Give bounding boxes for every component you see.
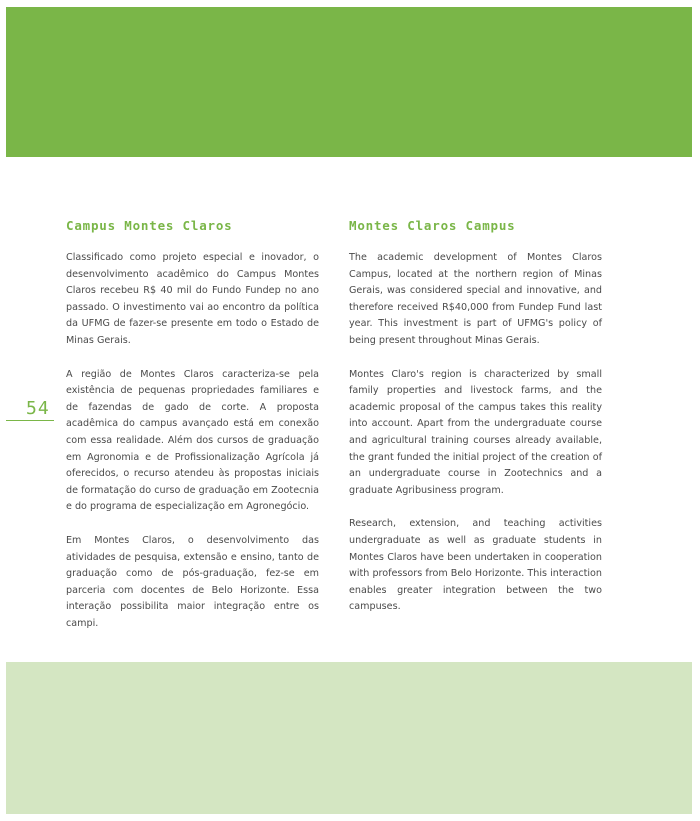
header-color-band (6, 7, 692, 157)
page-number-rule (6, 420, 54, 421)
footer-color-band (6, 662, 692, 814)
portuguese-paragraph-1: Classificado como projeto especial e inovador, o desenvolvimento acadêmico do Campus Montes Claros recebeu R$ 40 mil do Fundo Fundep no ano passado. O investimento vai ao encontro da política da UFMG de fazer-se presente em todo o Estado de Minas Gerais. (66, 252, 319, 346)
portuguese-column (66, 218, 319, 649)
portuguese-paragraph-3: Em Montes Claros, o desenvolvimento das atividades de pesquisa, extensão e ensino, tanto de graduação como de pós-graduação, fez-se em parceria com docentes de Belo Horizonte. Essa interação possibilita maior integração entre os campi. (66, 534, 319, 629)
portuguese-heading: Campus Montes Claros (66, 218, 233, 233)
page-number: 54 (26, 398, 50, 419)
english-heading: Montes Claros Campus (349, 218, 516, 233)
portuguese-paragraph-2: A região de Montes Claros caracteriza-se pela existência de pequenas propriedades familiares e de fazendas de gado de corte. A proposta acadêmica do campus avançado está em conexão com essa realidade. Além dos cursos de graduação em Agronomia e de Profissionalização Agrícola já oferecidos, o recurso atendeu às propostas iniciais de formatação do curso de graduação em Zootecnia e do programa de especialização em Agronegócio. (66, 368, 319, 513)
english-paragraph-1: The academic development of Montes Claros Campus, located at the northern region of Minas Gerais, was considered special and innovative, and therefore received R$40,000 from Fundep Fund last year. This investment is part of UFMG's policy of being present throughout Minas Gerais. (349, 252, 602, 346)
english-body (349, 250, 602, 616)
portuguese-body (66, 250, 319, 632)
english-column (349, 218, 602, 633)
english-paragraph-2: Montes Claro's region is characterized by small family properties and livestock farms, and the academic proposal of the campus takes this reality into account. Apart from the undergraduate course and agricultural training courses already available, the grant funded the initial project of the creation of an undergraduate course in Zootechnics and a graduate Agribusiness program. (349, 368, 602, 496)
english-paragraph-3: Research, extension, and teaching activities undergraduate as well as graduate students in Montes Claros have been undertaken in cooperation with professors from Belo Horizonte. This interaction enables greater integration between the two campuses. (349, 518, 602, 613)
page-number-marker (6, 398, 54, 424)
